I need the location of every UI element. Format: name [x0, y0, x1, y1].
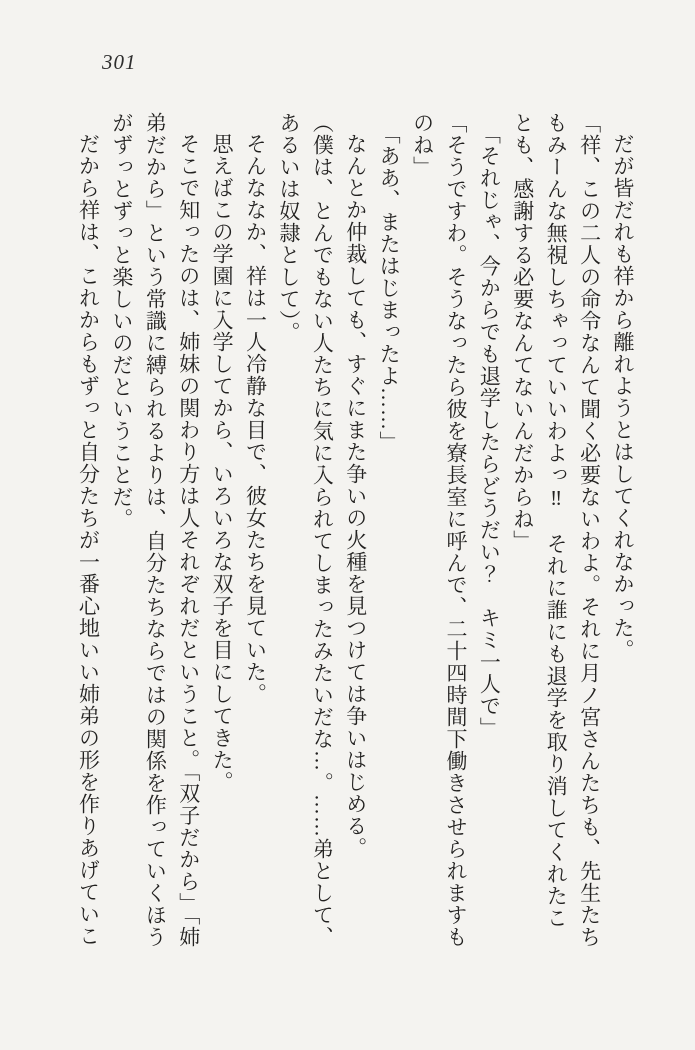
- paragraph: なんとか仲裁しても、すぐにまた争いの火種を見つけては争いはじめる。: [343, 133, 368, 859]
- paragraph: 「それじゃ、今からでも退学したらどうだい？ キミ一人で」: [477, 122, 502, 739]
- paragraph: だが皆だれも祥から離れようとはしてくれなかった。: [611, 133, 635, 661]
- paragraph: 「ああ、またはじまったよ……」: [377, 122, 402, 453]
- page-number: 301: [102, 50, 137, 74]
- paragraph: そこで知ったのは、姉妹の関わり方は人それぞれだということ。「双子だから」「姉弟だから」という常識に縛られるよりは、自分たちならではの関係を作っていくほうがずっとずっと楽しいのだということだ。: [109, 112, 201, 948]
- paragraph: そんななか、祥は一人冷静な目で、彼女たちを見ていた。: [243, 133, 268, 705]
- paragraph: だから祥は、これからもずっと自分たちが一番心地いい姉弟の形を作りあげていこ: [76, 133, 101, 947]
- paragraph: （僕は、とんでもない人たちに気に入られてしまったみたいだな…。……弟として、あるいは奴隷として）。: [276, 112, 335, 948]
- paragraph: 思えばこの学園に入学してから、いろいろな双子を目にしてきた。: [210, 133, 235, 793]
- paragraph: 「祥、この二人の命令なんて聞く必要ないわよ。それに月ノ宮さんたちも、先生たちもみーんな無視しちゃっていいわよっ‼ それに誰にも退学を取り消してくれたことも、感謝する必要なんてないんだからね」: [510, 112, 602, 948]
- body-text: [71, 112, 639, 950]
- paragraph: 「そうですわ。そうなったら彼を寮長室に呼んで、二十四時間下働きさせられますものね」: [410, 112, 468, 948]
